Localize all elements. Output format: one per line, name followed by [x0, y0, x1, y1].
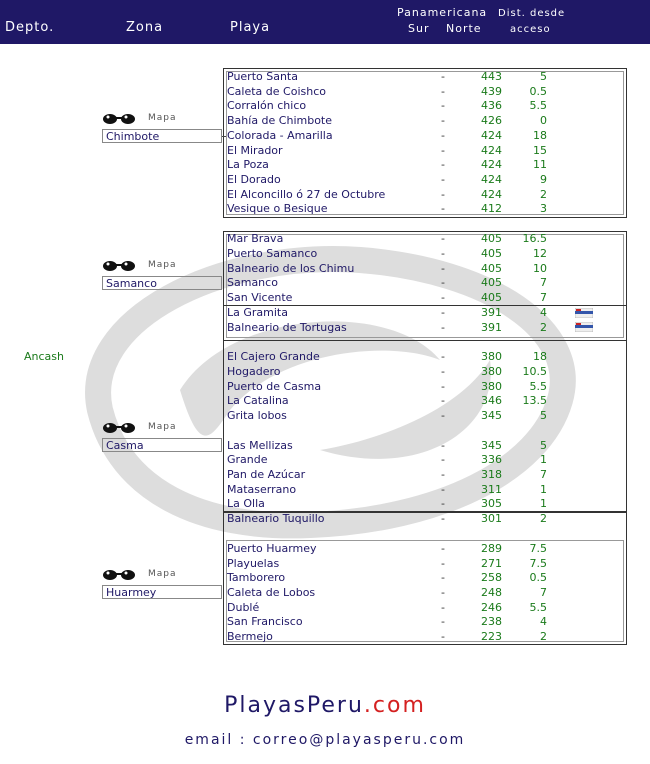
beach-name: Playuelas	[227, 557, 280, 570]
access-distance: 0	[540, 114, 547, 127]
panamericana-km: 391	[481, 321, 502, 334]
access-distance: 5	[540, 409, 547, 422]
access-distance: 7	[540, 586, 547, 599]
panamericana-km: 238	[481, 615, 502, 628]
beach-name: Puerto Santa	[227, 70, 298, 83]
separator-dash: -	[441, 129, 445, 142]
panamericana-km: 405	[481, 232, 502, 245]
separator-dash: -	[441, 365, 445, 378]
map-label: Mapa	[148, 113, 177, 123]
beach-row[interactable]	[0, 202, 650, 216]
access-distance: 15	[533, 144, 547, 157]
beach-name: Samanco	[227, 276, 278, 289]
header-dist: Dist. desde	[498, 8, 566, 19]
beach-row[interactable]	[0, 85, 650, 99]
beach-row[interactable]	[0, 497, 650, 511]
beach-row[interactable]	[0, 144, 650, 158]
beach-row[interactable]	[0, 129, 650, 143]
separator-dash: -	[441, 557, 445, 570]
beach-name: Puerto Huarmey	[227, 542, 317, 555]
header-depto: Depto.	[5, 20, 55, 35]
panamericana-km: 258	[481, 571, 502, 584]
beach-row[interactable]	[0, 306, 650, 320]
access-distance: 7	[540, 276, 547, 289]
separator-dash: -	[441, 173, 445, 186]
access-distance: 5	[540, 439, 547, 452]
access-distance: 7.5	[529, 542, 547, 555]
beach-row[interactable]	[0, 276, 650, 290]
beach-name: La Catalina	[227, 394, 289, 407]
separator-dash: -	[441, 70, 445, 83]
beach-name: Dublé	[227, 601, 260, 614]
beach-row[interactable]	[0, 542, 650, 556]
access-distance: 12	[533, 247, 547, 260]
panamericana-km: 405	[481, 291, 502, 304]
beach-row[interactable]	[0, 483, 650, 497]
panamericana-km: 301	[481, 512, 502, 525]
beach-name: El Dorado	[227, 173, 281, 186]
panamericana-km: 443	[481, 70, 502, 83]
flag-icon	[575, 322, 593, 332]
panamericana-km: 223	[481, 630, 502, 643]
separator-dash: -	[441, 99, 445, 112]
beach-name: Pan de Azúcar	[227, 468, 306, 481]
header-norte: Norte	[446, 22, 482, 35]
panamericana-km: 318	[481, 468, 502, 481]
separator-dash: -	[441, 453, 445, 466]
separator-dash: -	[441, 630, 445, 643]
access-distance: 2	[540, 630, 547, 643]
beach-row[interactable]	[0, 70, 650, 84]
map-label: Mapa	[148, 422, 177, 432]
header-sur: Sur	[408, 22, 430, 35]
separator-dash: -	[441, 497, 445, 510]
separator-dash: -	[441, 262, 445, 275]
access-distance: 1	[540, 497, 547, 510]
panamericana-km: 246	[481, 601, 502, 614]
separator-dash: -	[441, 409, 445, 422]
access-distance: 4	[540, 306, 547, 319]
separator-dash: -	[441, 158, 445, 171]
panamericana-km: 424	[481, 173, 502, 186]
separator-dash: -	[441, 85, 445, 98]
map-label: Mapa	[148, 569, 177, 579]
separator-dash: -	[441, 291, 445, 304]
beach-name: El Mirador	[227, 144, 283, 157]
panamericana-km: 436	[481, 99, 502, 112]
panamericana-km: 412	[481, 202, 502, 215]
access-distance: 5.5	[529, 601, 547, 614]
beach-name: Puerto de Casma	[227, 380, 322, 393]
panamericana-km: 405	[481, 276, 502, 289]
beach-name: Balneario Tuquillo	[227, 512, 325, 525]
separator-dash: -	[441, 512, 445, 525]
zone-huarmey[interactable]: Huarmey	[102, 585, 222, 599]
panamericana-km: 345	[481, 409, 502, 422]
access-distance: 5	[540, 70, 547, 83]
separator-dash: -	[441, 615, 445, 628]
beach-row[interactable]	[0, 557, 650, 571]
brand-main: PlayasPeru	[224, 693, 364, 718]
departamento-label: Ancash	[24, 350, 64, 363]
access-distance: 10	[533, 262, 547, 275]
beach-name: Hogadero	[227, 365, 281, 378]
access-distance: 11	[533, 158, 547, 171]
separator-dash: -	[441, 483, 445, 496]
separator-dash: -	[441, 321, 445, 334]
beach-name: Bahía de Chimbote	[227, 114, 333, 127]
access-distance: 1	[540, 483, 547, 496]
beach-row[interactable]	[0, 350, 650, 364]
separator-dash: -	[441, 571, 445, 584]
beach-name: Caleta de Lobos	[227, 586, 316, 599]
panamericana-km: 305	[481, 497, 502, 510]
panamericana-km: 311	[481, 483, 502, 496]
beach-row[interactable]	[0, 512, 650, 526]
beach-name: Caleta de Coishco	[227, 85, 326, 98]
access-distance: 10.5	[522, 365, 547, 378]
beach-name: Bermejo	[227, 630, 273, 643]
separator-dash: -	[441, 586, 445, 599]
beach-name: Grande	[227, 453, 268, 466]
flag-icon	[575, 308, 593, 318]
beach-row[interactable]	[0, 291, 650, 305]
beach-row[interactable]	[0, 262, 650, 276]
access-distance: 2	[540, 321, 547, 334]
separator-dash: -	[441, 542, 445, 555]
panamericana-km: 380	[481, 365, 502, 378]
separator-dash: -	[441, 202, 445, 215]
beach-row[interactable]	[0, 601, 650, 615]
beach-row[interactable]	[0, 468, 650, 482]
separator-dash: -	[441, 601, 445, 614]
brand-logo[interactable]	[0, 693, 650, 718]
panamericana-km: 424	[481, 144, 502, 157]
access-distance: 5.5	[529, 99, 547, 112]
panamericana-km: 345	[481, 439, 502, 452]
access-distance: 13.5	[522, 394, 547, 407]
beach-name: Grita lobos	[227, 409, 287, 422]
header-bar	[0, 0, 650, 44]
access-distance: 2	[540, 188, 547, 201]
beach-row[interactable]	[0, 158, 650, 172]
zone-chimbote[interactable]: Chimbote	[102, 129, 222, 143]
access-distance: 3	[540, 202, 547, 215]
beach-row[interactable]	[0, 571, 650, 585]
beach-row[interactable]	[0, 173, 650, 187]
access-distance: 2	[540, 512, 547, 525]
panamericana-km: 391	[481, 306, 502, 319]
beach-name: Mar Brava	[227, 232, 284, 245]
header-zona: Zona	[126, 20, 164, 35]
access-distance: 0.5	[529, 85, 547, 98]
panamericana-km: 289	[481, 542, 502, 555]
separator-dash: -	[441, 276, 445, 289]
beach-name: San Vicente	[227, 291, 293, 304]
separator-dash: -	[441, 468, 445, 481]
panamericana-km: 380	[481, 380, 502, 393]
beach-name: La Olla	[227, 497, 265, 510]
header-panamericana: Panamericana	[397, 6, 488, 19]
access-distance: 4	[540, 615, 547, 628]
panamericana-km: 426	[481, 114, 502, 127]
access-distance: 16.5	[522, 232, 547, 245]
zone-casma[interactable]: Casma	[102, 438, 222, 452]
beach-name: Balneario de Tortugas	[227, 321, 347, 334]
separator-dash: -	[441, 380, 445, 393]
separator-dash: -	[441, 232, 445, 245]
access-distance: 9	[540, 173, 547, 186]
separator-dash: -	[441, 247, 445, 260]
beach-row[interactable]	[0, 586, 650, 600]
separator-dash: -	[441, 114, 445, 127]
access-distance: 0.5	[529, 571, 547, 584]
beach-name: La Poza	[227, 158, 269, 171]
brand-dot: .com	[363, 693, 426, 718]
header-acceso: acceso	[510, 24, 551, 35]
access-distance: 7.5	[529, 557, 547, 570]
panamericana-km: 336	[481, 453, 502, 466]
beach-row[interactable]	[0, 365, 650, 379]
access-distance: 1	[540, 453, 547, 466]
beach-name: Colorada - Amarilla	[227, 129, 333, 142]
beach-name: El Cajero Grande	[227, 350, 320, 363]
beach-row[interactable]	[0, 409, 650, 423]
beach-row[interactable]	[0, 114, 650, 128]
panamericana-km: 405	[481, 247, 502, 260]
beach-row[interactable]	[0, 394, 650, 408]
separator-dash: -	[441, 306, 445, 319]
separator-dash: -	[441, 439, 445, 452]
beach-name: Corralón chico	[227, 99, 307, 112]
access-distance: 7	[540, 468, 547, 481]
beach-row[interactable]	[0, 439, 650, 453]
beach-name: Puerto Samanco	[227, 247, 318, 260]
beach-row[interactable]	[0, 453, 650, 467]
beach-row[interactable]	[0, 615, 650, 629]
map-label: Mapa	[148, 260, 177, 270]
panamericana-km: 271	[481, 557, 502, 570]
beach-row[interactable]	[0, 247, 650, 261]
separator-dash: -	[441, 350, 445, 363]
beach-row[interactable]	[0, 630, 650, 644]
beach-name: La Gramita	[227, 306, 288, 319]
beach-row[interactable]	[0, 99, 650, 113]
separator-dash: -	[441, 394, 445, 407]
access-distance: 7	[540, 291, 547, 304]
panamericana-km: 424	[481, 158, 502, 171]
beach-name: Mataserrano	[227, 483, 297, 496]
access-distance: 5.5	[529, 380, 547, 393]
separator-dash: -	[441, 188, 445, 201]
beach-row[interactable]	[0, 232, 650, 246]
glasses-icon	[102, 422, 136, 434]
panamericana-km: 346	[481, 394, 502, 407]
zone-samanco[interactable]: Samanco	[102, 276, 222, 290]
panamericana-km: 439	[481, 85, 502, 98]
panamericana-km: 405	[481, 262, 502, 275]
beach-name: San Francisco	[227, 615, 303, 628]
beach-row[interactable]	[0, 321, 650, 335]
panamericana-km: 248	[481, 586, 502, 599]
beach-name: Vesique o Besique	[227, 202, 328, 215]
beach-name: El Alconcillo ó 27 de Octubre	[227, 188, 386, 201]
panamericana-km: 424	[481, 188, 502, 201]
beach-name: Tamborero	[227, 571, 286, 584]
header-playa: Playa	[230, 20, 271, 35]
panamericana-km: 424	[481, 129, 502, 142]
access-distance: 18	[533, 350, 547, 363]
beach-row[interactable]	[0, 188, 650, 202]
beach-name: Balneario de los Chimu	[227, 262, 355, 275]
separator-dash: -	[441, 144, 445, 157]
access-distance: 18	[533, 129, 547, 142]
beach-row[interactable]	[0, 380, 650, 394]
beach-name: Las Mellizas	[227, 439, 293, 452]
panamericana-km: 380	[481, 350, 502, 363]
email-link[interactable]: email : correo@playasperu.com	[184, 732, 466, 748]
